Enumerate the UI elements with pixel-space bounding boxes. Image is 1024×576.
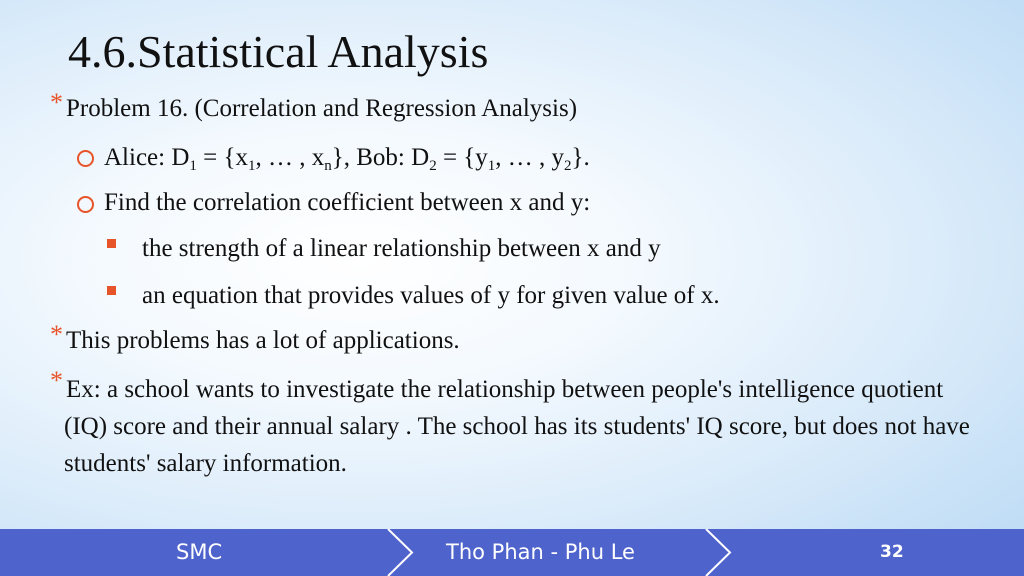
footer-left-text: SMC (176, 540, 223, 564)
asterisk-bullet-icon: * (50, 366, 63, 395)
asterisk-bullet-icon: * (50, 88, 63, 117)
strength-text: the strength of a linear relationship between x and y (142, 235, 661, 262)
page-number: 32 (880, 542, 904, 562)
asterisk-bullet-icon: * (50, 320, 63, 349)
square-bullet-icon (107, 286, 116, 295)
example-text: Ex: a school wants to investigate the relationship between people's intelligence quotient (IQ) score and their annual salary . The school has its students' IQ score, but does not have students' salary information. (64, 376, 970, 477)
slide-title: 4.6.Statistical Analysis (68, 26, 489, 77)
footer-bar (0, 529, 1024, 576)
circle-bullet-icon (77, 196, 94, 213)
circle-bullet-icon (77, 150, 94, 167)
equation-text: an equation that provides values of y for given value of x. (142, 282, 720, 309)
applications-text: This problems has a lot of applications. (66, 327, 460, 354)
footer-center-text: Tho Phan - Phu Le (446, 540, 635, 564)
square-bullet-icon (107, 239, 116, 248)
problem-text: Problem 16. (Correlation and Regression Analysis) (66, 95, 578, 122)
find-correlation-text: Find the correlation coefficient between x and y: (104, 189, 591, 216)
alice-bob-text: Alice: $D_1 = \{x_1$, … , $x_n$}, Bob: $D_2 = \{y_1$, … , $y_2$}. (104, 144, 590, 174)
